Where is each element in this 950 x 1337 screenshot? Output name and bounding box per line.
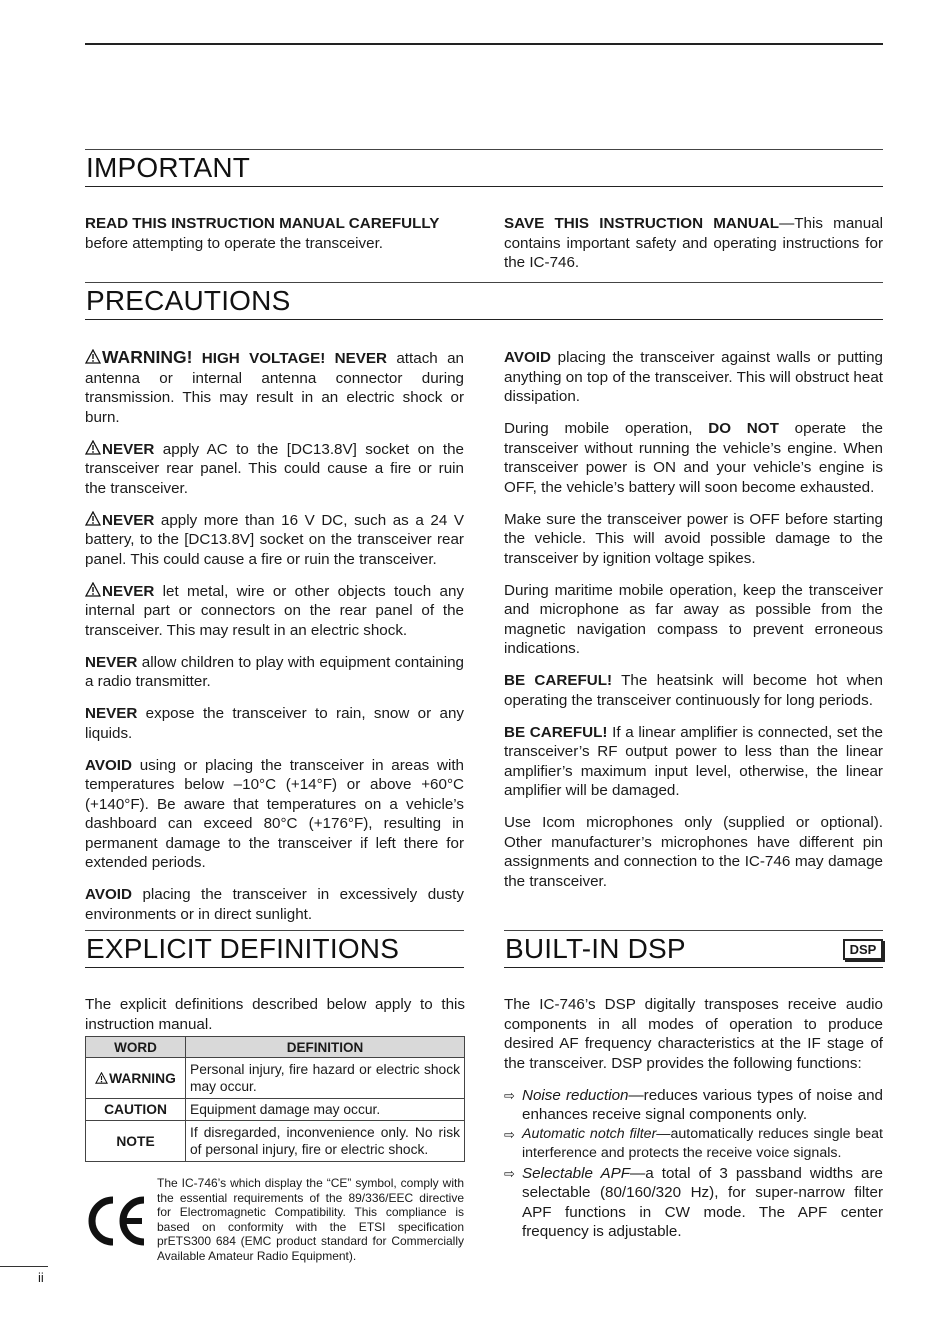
dsp-function-text: —automatically reduces single beat interference and protects the receive voice signals. [522,1125,883,1161]
precaution-keyword: DO NOT [708,420,779,437]
dsp-function-list [504,1086,883,1242]
table-row [86,1099,465,1121]
explicit-intro-text: The explicit definitions described below apply to this instruction manual. [85,996,465,1033]
section-title-important: IMPORTANT [86,152,251,183]
dsp-function-text: —reduces various types of noise and enhances receive signal components only. [522,1086,884,1123]
precaution-text: Use Icom microphones only (supplied or optional). Other manufacturer’s microphones have different pin assignments and connection to the IC-746 may damage the transceiver. [504,814,883,890]
precaution-keyword: NEVER [85,705,138,722]
precautions-left-column [85,348,464,937]
table-row [86,1121,465,1162]
table-definition-cell: Equipment damage may occur. [186,1099,465,1121]
dsp-badge: DSP [843,939,883,960]
warning-triangle-icon [85,511,101,526]
precaution-keyword: AVOID [85,756,132,774]
table-word-cell [86,1121,186,1162]
precaution-item [504,348,883,407]
precaution-keyword: AVOID [85,886,132,903]
precaution-item [85,653,464,692]
table-row [86,1058,465,1099]
precaution-text: apply AC to the [DC13.8V] socket on the transceiver rear panel. This could cause a fire or ruin the transceiver. [85,440,464,497]
precaution-text: allow children to play with equipment containing a radio transmitter. [85,653,464,690]
precaution-item [85,348,464,427]
precaution-keyword: NEVER [102,582,155,600]
precaution-text: let metal, wire or other objects touch any internal part or connectors on the rear panel of the transceiver. This may result in an electric shock. [85,582,464,639]
page-number: ii [38,1270,44,1285]
section-title-explicit: EXPLICIT DEFINITIONS [86,933,400,964]
definition-word: WARNING [109,1070,176,1086]
col-header-definition: DEFINITION [186,1037,465,1058]
ce-compliance-text: The IC-746’s which display the “CE” symbol, comply with the essential requirements of the 89/336/EEC directive for Electromagnetic Compatibility. This compliance is based on conformity with the ETSI specification prETS300 684 (EMC product standard for Commercially Available Amateur Radio Equipment). [157,1176,464,1263]
arrow-bullet-icon: ⇨ [504,1087,515,1103]
precaution-text: placing the transceiver against walls or putting anything on top of the transceiver. This will obstruct heat dissipation. [504,349,883,405]
dsp-function-item [504,1086,883,1125]
precaution-text: attach an antenna or internal antenna connector during transmission. This may result in an electric shock or burn. [85,350,464,426]
precaution-keyword: BE CAREFUL! [504,672,613,689]
precaution-text: If a linear amplifier is connected, set the transceiver’s RF output power to less than the linear amplifier’s maximum input level, otherwise, the linear amplifier will be damaged. [504,723,883,799]
section-title-precautions: PRECAUTIONS [86,285,291,316]
dsp-function-text: —a total of 3 passband widths are selectable (80/160/320 Hz), for super-narrow filter APF functions in CW mode. The APF center frequency is adjustable. [522,1164,883,1240]
table-word-cell [86,1058,186,1099]
section-header-precautions [85,282,883,320]
precaution-text: using or placing the transceiver in areas with temperatures below –10°C (+14°F) or above +60°C (+140°F). Be aware that temperatures on a vehicle’s dashboard can exceed 80°C (+176°F), resulting in permanent damage to the transceiver if left there for extended periods. [85,756,464,871]
warning-triangle-icon [85,582,101,597]
important-right [504,214,883,285]
precaution-keyword: AVOID [504,349,551,366]
col-header-word: WORD [86,1037,186,1058]
warning-triangle-icon [85,440,101,455]
precaution-item [504,419,883,497]
page-number-rule [0,1266,48,1267]
dsp-intro: The IC-746’s DSP digitally transposes receive audio components in all modes of operation to produce desired AF frequency characteristics at the IF stage of the transceiver. DSP provides the following functions: [504,996,883,1072]
precaution-text: During mobile operation, [504,420,709,437]
dsp-function-item [504,1125,883,1164]
definitions-table [85,1036,465,1162]
precaution-keyword: HIGH VOLTAGE! NEVER [192,350,387,367]
warning-triangle-icon [95,1072,108,1084]
precaution-text: operate the transceiver without running the vehicle’s engine. When transceiver power is ON and your vehicle’s engine is OFF, the vehicle’s battery will soon become exhausted. [504,420,883,496]
table-definition-cell: If disregarded, inconvenience only. No risk of personal injury, fire or electric shock. [186,1121,465,1162]
section-header-explicit [85,930,464,968]
important-right-bold: SAVE THIS INSTRUCTION MANUAL [504,215,780,232]
precaution-item [504,671,883,710]
precaution-text: apply more than 16 V DC, such as a 24 V battery, to the [DC13.8V] socket on the transceiver rear panel. This could cause a fire or ruin the transceiver. [85,511,464,568]
warning-label: WARNING! [102,347,193,367]
definition-word: NOTE [116,1133,155,1149]
important-left [85,214,465,266]
precaution-item [504,723,883,801]
dsp-column [504,995,883,1242]
top-rule [85,43,883,45]
precaution-item [85,885,464,924]
precaution-item [85,582,464,641]
precaution-item [504,581,883,659]
table-word-cell [86,1099,186,1121]
dsp-function-name: Automatic notch filter [522,1125,657,1142]
section-title-dsp: BUILT-IN DSP [505,933,686,964]
precaution-item [85,756,464,873]
ce-mark-icon [86,1195,150,1247]
dsp-function-item [504,1164,883,1242]
precaution-text: During maritime mobile operation, keep the transceiver and microphone as far away as possible from the magnetic navigation compass to prevent erroneous indications. [504,581,883,657]
dsp-function-name: Selectable APF [522,1164,631,1182]
important-left-bold: READ THIS INSTRUCTION MANUAL CAREFULLY [85,215,440,232]
precautions-right-column [504,348,883,904]
warning-triangle-icon [85,349,101,364]
section-header-dsp [504,930,883,968]
precaution-text: placing the transceiver in excessively dusty environments or in direct sunlight. [85,886,464,923]
table-definition-cell: Personal injury, fire hazard or electric shock may occur. [186,1058,465,1099]
precaution-text: Make sure the transceiver power is OFF before starting the vehicle. This will avoid possible damage to the transceiver by ignition voltage spikes. [504,510,883,567]
dsp-function-name: Noise reduction [522,1086,629,1104]
important-right-text: —This manual contains important safety and operating instructions for the IC-746. [504,215,883,271]
precaution-item [85,704,464,743]
precaution-text: expose the transceiver to rain, snow or any liquids. [85,705,464,742]
definition-word: CAUTION [104,1102,167,1117]
precaution-item [85,511,464,570]
arrow-bullet-icon: ⇨ [504,1165,515,1181]
precaution-item [504,510,883,569]
precaution-keyword: NEVER [85,653,138,671]
arrow-bullet-icon: ⇨ [504,1126,515,1142]
precaution-text: The heatsink will become hot when operating the transceiver continuously for long periods. [504,672,883,709]
precaution-item [504,813,883,891]
precaution-keyword: BE CAREFUL! [504,723,608,741]
section-header-important [85,149,883,187]
precaution-keyword: NEVER [102,440,155,458]
precaution-keyword: NEVER [102,511,155,529]
important-left-text: before attempting to operate the transceiver. [85,234,384,252]
precaution-item [85,440,464,499]
